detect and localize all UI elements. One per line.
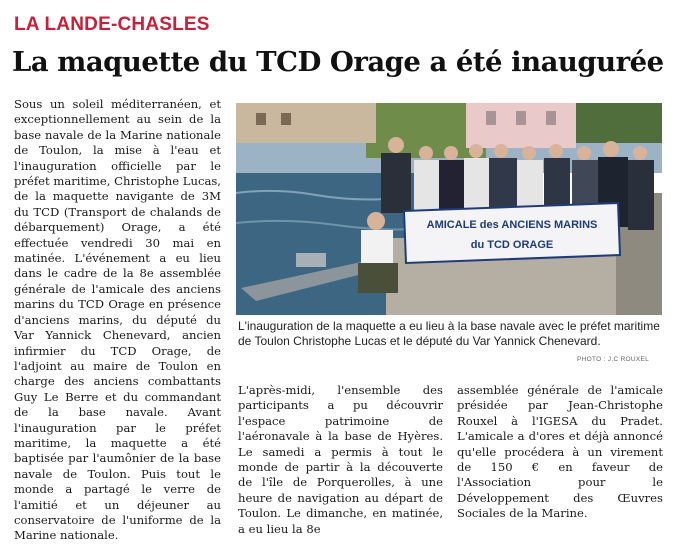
article-column-1: Sous un soleil méditerranéen, et exceptionnellement au sein de la base navale de la Marine nationale de Toulon, la mise à l'eau et l'inauguration officielle par le préfet maritime, Christophe Lucas, de la maquette navigante de 3M du TCD (Transport de chalands de débarquement) Orage, a été effectuée vendredi 30 mai en matinée. L'événement a eu lieu dans le cadre de la 8e assemblée générale de l'amicale des anciens marins du TCD Orage en présence d'anciens marins, du député du Var Yannick Chenevard, ancien infirmier du TCD Orage, de l'adjoint au maire de Toulon en charge des anciens combattants Guy Le Berre et du commandant de la base navale. Avant l'inauguration par le préfet maritime, la maquette a été baptisée par l'aumônier de la base navale de Toulon. Puis tout le monde a partagé le verre de l'amitié et un déjeuner au conservatoire de l'uniforme de la Marine nationale. (14, 97, 221, 543)
article-headline: La maquette du TCD Orage a été inaugurée (12, 46, 664, 78)
banner-text-line2: du TCD ORAGE (470, 239, 554, 251)
photo-credit: PHOTO : J.C ROUXEL (577, 356, 650, 363)
group-photo-illustration (236, 103, 662, 315)
article-photo (236, 103, 662, 315)
banner-text-line1: AMICALE des ANCIENS MARINS (426, 219, 598, 231)
photo-caption: L'inauguration de la maquette a eu lieu à la base navale avec le préfet maritime de Toulon Christophe Lucas et le député du Var Yannick Chenevard. (238, 319, 660, 348)
article-column-3: assemblée générale de l'amicale présidée par Jean-Christophe Rouxel à l'IGESA du Pradet. L'amicale a d'ores et déjà annoncé qu'elle procédera à un virement de 150 € en faveur de l'Association pour le Développement des Œuvres Sociales de la Marine. (457, 383, 663, 521)
article-column-2: L'après-midi, l'ensemble des participants a pu découvrir l'espace patrimoine de l'aéronavale à la base de Hyères. Le samedi a permis à tout le monde de partir à la découverte de l'île de Porquerolles, à une heure de navigation au départ de Toulon. Le dimanche, en matinée, a eu lieu la 8e (238, 383, 443, 536)
section-kicker: LA LANDE-CHASLES (14, 14, 210, 35)
